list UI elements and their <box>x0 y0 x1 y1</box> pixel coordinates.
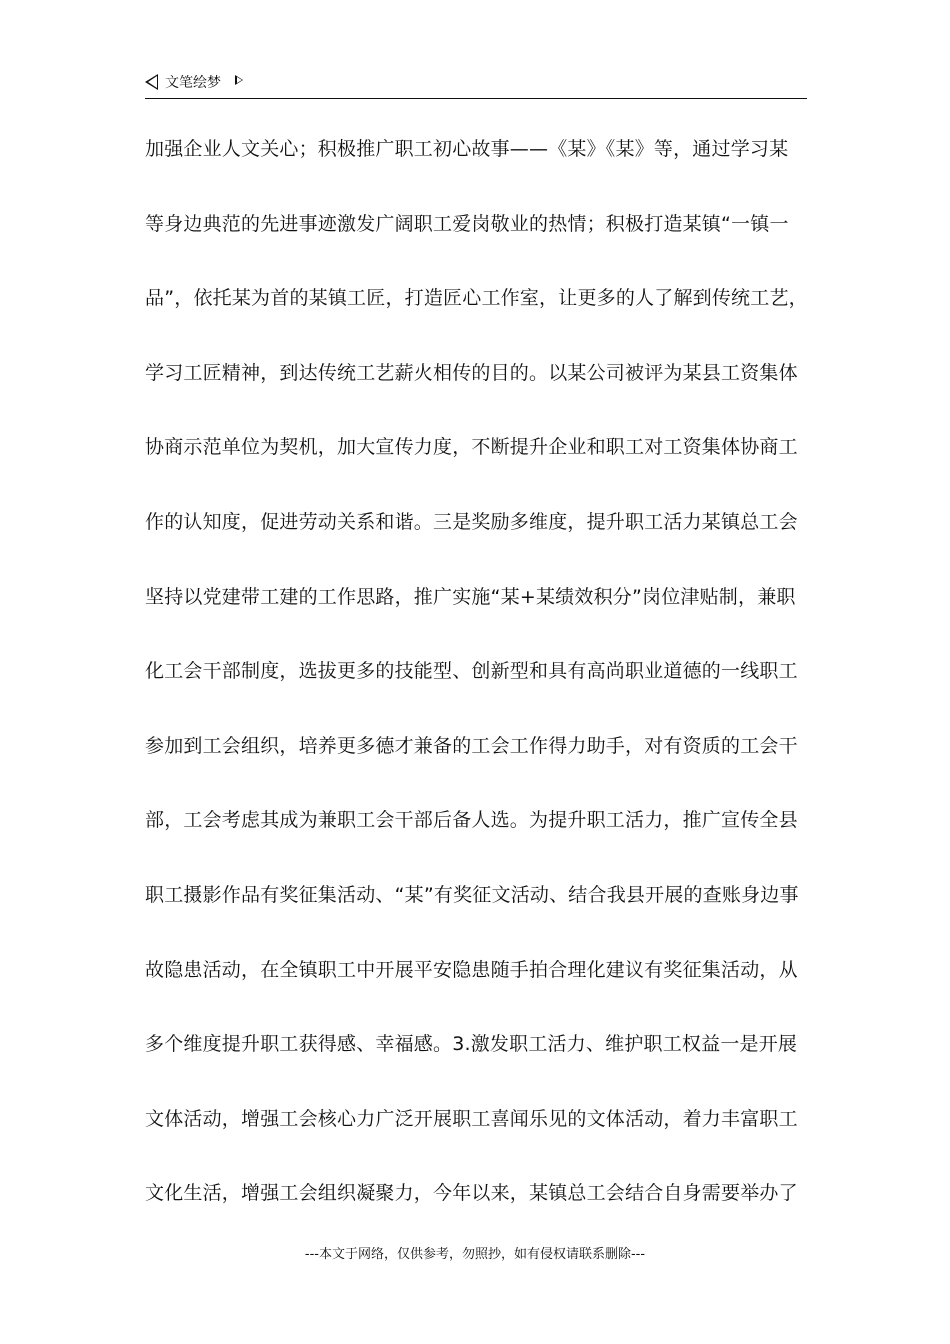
text-line: 职工摄影作品有奖征集活动、“某”有奖征文活动、结合我县开展的查账身边事 <box>145 883 799 906</box>
text-line: 多个维度提升职工获得感、幸福感。3.激发职工活力、维护职工权益一是开展 <box>145 1033 798 1056</box>
text-line: 参加到工会组织，培养更多德才兼备的工会工作得力助手，对有资质的工会干 <box>145 734 798 757</box>
text-line: 作的认知度，促进劳动关系和谐。三是奖励多维度，提升职工活力某镇总工会 <box>145 510 798 533</box>
text-line: 部，工会考虑其成为兼职工会干部后备人选。为提升职工活力，推广宣传全县 <box>145 809 798 832</box>
header-title: 文笔绘梦 <box>165 75 221 91</box>
body-text <box>145 135 815 1254</box>
text-line: 化工会干部制度，选拔更多的技能型、创新型和具有高尚职业道德的一线职工 <box>145 660 798 683</box>
text-line: 文体活动，增强工会核心力广泛开展职工喜闻乐见的文体活动，着力丰富职工 <box>145 1107 798 1130</box>
text-line: 等身边典范的先进事迹激发广阔职工爱岗敬业的热情；积极打造某镇“一镇一 <box>145 212 789 235</box>
text-line: 坚持以党建带工建的工作思路，推广实施“某+某绩效积分”岗位津贴制，兼职 <box>145 585 796 608</box>
right-triangle-icon <box>235 75 243 85</box>
text-line: 故隐患活动，在全镇职工中开展平安隐患随手拍合理化建议有奖征集活动，从 <box>145 958 798 981</box>
page-footer: ---本文于网络，仅供参考，勿照抄，如有侵权请联系删除--- <box>304 1247 646 1262</box>
text-line: 文化生活，增强工会组织凝聚力，今年以来，某镇总工会结合自身需要举办了 <box>145 1182 798 1205</box>
text-line: 协商示范单位为契机，加大宣传力度，不断提升企业和职工对工资集体协商工 <box>145 436 798 459</box>
left-triangle-icon <box>145 74 158 90</box>
page-header <box>145 72 807 99</box>
text-line: 加强企业人文关心；积极推广职工初心故事——《某》《某》等，通过学习某 <box>145 138 789 160</box>
text-line: 品”，依托某为首的某镇工匠，打造匠心工作室，让更多的人了解到传统工艺， <box>145 287 808 310</box>
text-line: 学习工匠精神，到达传统工艺薪火相传的目的。以某公司被评为某县工资集体 <box>145 361 798 384</box>
